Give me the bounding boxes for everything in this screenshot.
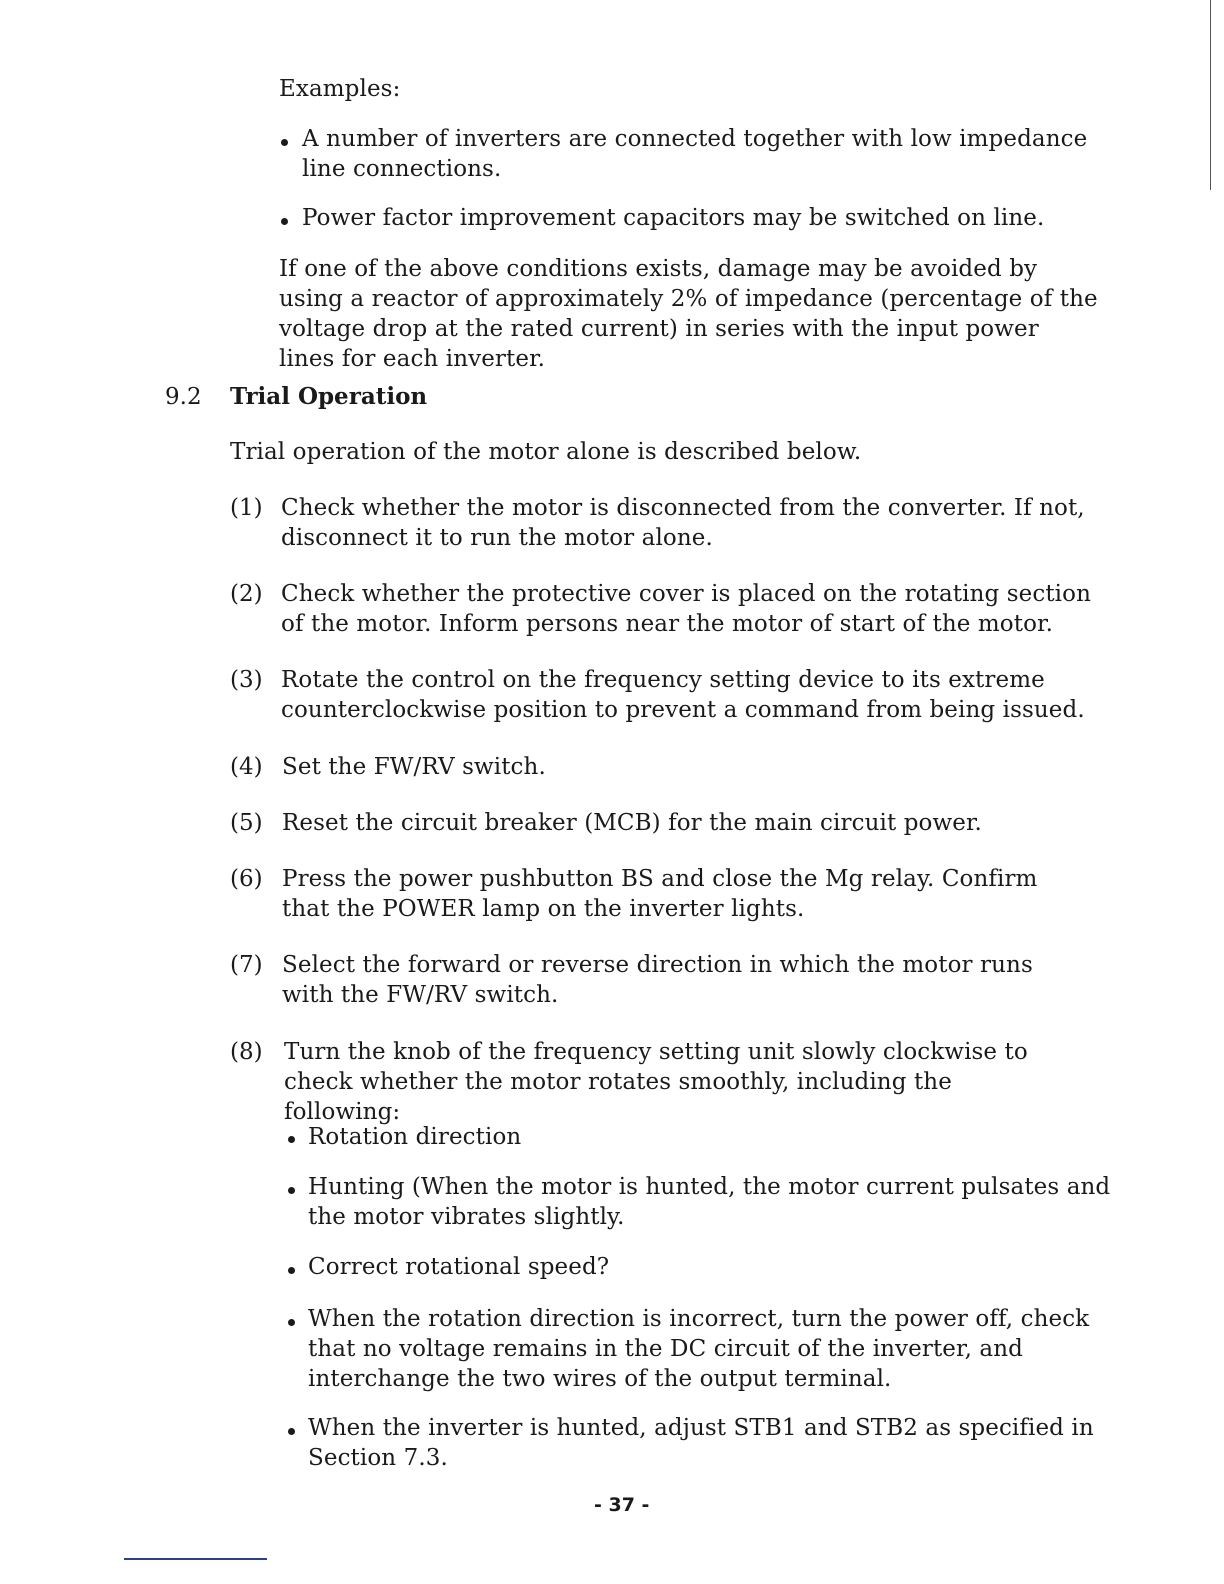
bullet-icon: [281, 218, 288, 225]
step-number: (3): [230, 667, 263, 693]
example-item: [302, 124, 1102, 184]
page-number: - 37 -: [594, 1494, 650, 1516]
step-text: Turn the knob of the frequency setting unit slowly clockwise to check whether the motor rotates smoothly, including the following:: [284, 1039, 1028, 1125]
step-text: Rotate the control on the frequency setting device to its extreme counterclockwise position to prevent a command from being issued.: [281, 667, 1085, 723]
step-number: (6): [230, 866, 263, 892]
section-lead: Trial operation of the motor alone is described below.: [230, 439, 862, 465]
step-text: Press the power pushbutton BS and close the Mg relay. Confirm that the POWER lamp on the inverter lights.: [282, 866, 1038, 922]
check-item: When the rotation direction is incorrect, turn the power off, check that no voltage remains in the DC circuit of the inverter, and interchange the two wires of the output terminal.: [308, 1306, 1090, 1392]
section-number: 9.2: [165, 384, 202, 410]
bullet-icon: [288, 1187, 295, 1194]
step-number: (2): [230, 581, 263, 607]
bullet-icon: [288, 1136, 295, 1143]
step-number: (8): [230, 1039, 263, 1065]
bullet-icon: [288, 1267, 295, 1274]
bullet-icon: [281, 139, 288, 146]
check-item: When the inverter is hunted, adjust STB1 and STB2 as specified in Section 7.3.: [308, 1415, 1094, 1471]
step-text: Select the forward or reverse direction in which the motor runs with the FW/RV switch.: [282, 952, 1033, 1008]
example-text: A number of inverters are connected together with low impedance line connections.: [302, 126, 1088, 182]
bottom-rule: [124, 1558, 267, 1560]
example-item: [302, 203, 1102, 233]
step-number: (1): [230, 495, 263, 521]
example-text: Power factor improvement capacitors may be switched on line.: [302, 205, 1045, 231]
check-item: Hunting (When the motor is hunted, the motor current pulsates and the motor vibrates slightly.: [308, 1174, 1111, 1230]
bullet-icon: [288, 1319, 295, 1326]
scan-edge-line: [1210, 0, 1211, 190]
step-number: (7): [230, 952, 263, 978]
step-number: (5): [230, 810, 263, 836]
check-item: Rotation direction: [308, 1124, 522, 1150]
step-text: Reset the circuit breaker (MCB) for the main circuit power.: [282, 810, 982, 836]
step-text: Check whether the motor is disconnected from the converter. If not, disconnect it to run the motor alone.: [281, 495, 1085, 551]
bullet-icon: [288, 1428, 295, 1435]
intro-paragraph: If one of the above conditions exists, damage may be avoided by using a reactor of approximately 2% of impedance (percentage of the voltage drop at the rated current) in series with the input power lines for each inverter.: [279, 256, 1098, 372]
step-text: Check whether the protective cover is placed on the rotating section of the motor. Inform persons near the motor of start of the motor.: [281, 581, 1092, 637]
examples-label: Examples:: [279, 76, 401, 102]
step-text: Set the FW/RV switch.: [282, 754, 546, 780]
step-number: (4): [230, 754, 263, 780]
section-title: Trial Operation: [230, 383, 428, 410]
check-item: Correct rotational speed?: [308, 1254, 610, 1280]
